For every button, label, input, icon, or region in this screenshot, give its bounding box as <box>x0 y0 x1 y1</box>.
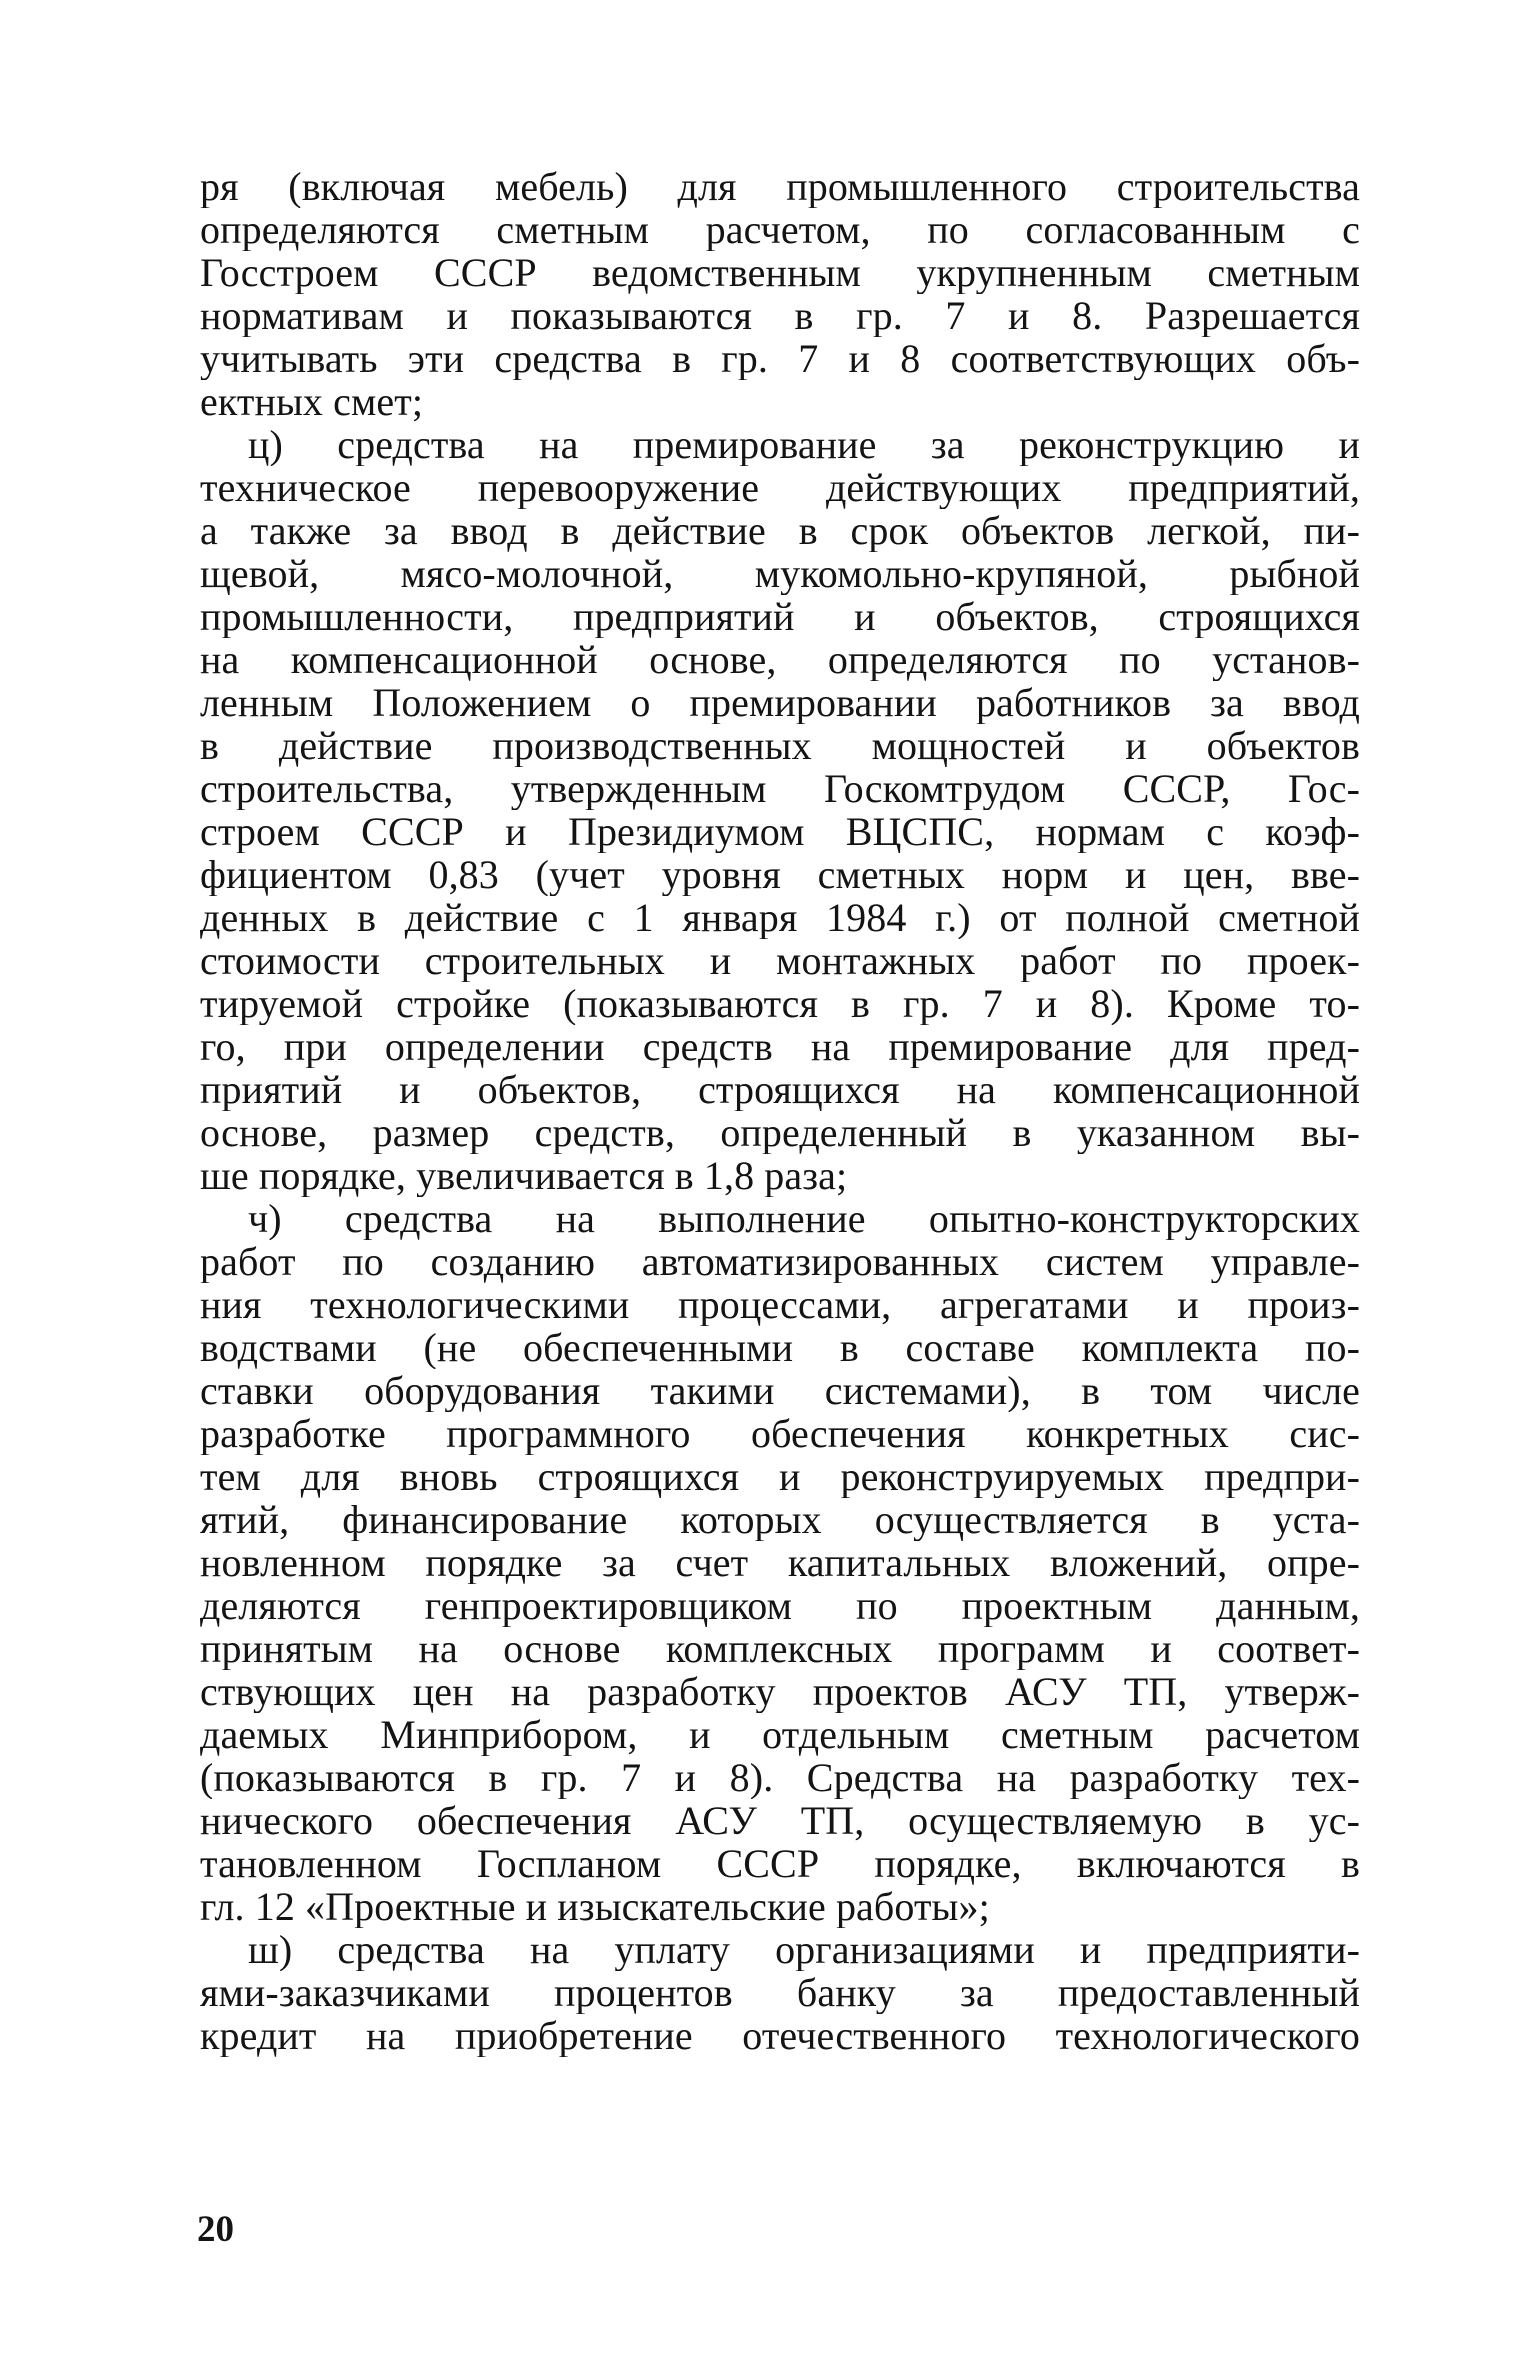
text-line: ц) средства на премирование за реконструкцию и <box>248 423 1360 466</box>
text-line: определяются сметным расчетом, по согласованным с <box>200 208 1360 251</box>
text-line: ставки оборудования такими системами), в том числе <box>200 1369 1360 1412</box>
text-line: строем СССР и Президиумом ВЦСПС, нормам с коэф- <box>200 810 1360 853</box>
text-line: ектных смет; <box>200 380 424 423</box>
text-line: стоимости строительных и монтажных работ по проек- <box>200 939 1360 982</box>
paragraph-item-ts <box>200 423 1360 1197</box>
text-line: щевой, мясо-молочной, мукомольно-крупяной, рыбной <box>200 552 1360 595</box>
text-line: в действие производственных мощностей и объектов <box>200 724 1360 767</box>
text-line: техническое перевооружение действующих предприятий, <box>200 466 1360 509</box>
text-line: ш) средства на уплату организациями и предприяти- <box>248 1928 1360 1971</box>
text-line: нормативам и показываются в гр. 7 и 8. Разрешается <box>200 294 1360 337</box>
text-line: принятым на основе комплексных программ и соответ- <box>200 1627 1360 1670</box>
text-line: фициентом 0,83 (учет уровня сметных норм и цен, вве- <box>200 853 1360 896</box>
text-line: на компенсационной основе, определяются по установ- <box>200 638 1360 681</box>
text-line: деляются генпроектировщиком по проектным данным, <box>200 1584 1360 1627</box>
text-line: а также за ввод в действие в срок объектов легкой, пи- <box>200 509 1360 552</box>
text-line: промышленности, предприятий и объектов, строящихся <box>200 595 1360 638</box>
text-line: работ по созданию автоматизированных систем управле- <box>200 1240 1360 1283</box>
text-line: приятий и объектов, строящихся на компенсационной <box>200 1068 1360 1111</box>
page-number: 20 <box>197 2209 234 2250</box>
paragraph-item-sh <box>200 1928 1360 2057</box>
text-line: денных в действие с 1 января 1984 г.) от полной сметной <box>200 896 1360 939</box>
text-line: нического обеспечения АСУ ТП, осуществляемую в ус- <box>200 1799 1360 1842</box>
text-line: ленным Положением о премировании работников за ввод <box>200 681 1360 724</box>
text-line: ч) средства на выполнение опытно-конструкторских <box>248 1197 1360 1240</box>
text-line: ятий, финансирование которых осуществляется в уста- <box>200 1498 1360 1541</box>
text-line: водствами (не обеспеченными в составе комплекта по- <box>200 1326 1360 1369</box>
text-line: ря (включая мебель) для промышленного строительства <box>200 165 1360 208</box>
text-line: основе, размер средств, определенный в указанном вы- <box>200 1111 1360 1154</box>
text-line: ше порядке, увеличивается в 1,8 раза; <box>200 1154 848 1197</box>
paragraph-continuation <box>200 165 1360 423</box>
text-line: новленном порядке за счет капитальных вложений, опре- <box>200 1541 1360 1584</box>
document-page <box>200 165 1360 2057</box>
text-line: тем для вновь строящихся и реконструируемых предпри- <box>200 1455 1360 1498</box>
text-line: го, при определении средств на премирование для пред- <box>200 1025 1360 1068</box>
text-line: строительства, утвержденным Госкомтрудом СССР, Гос- <box>200 767 1360 810</box>
text-line: тановленном Госпланом СССР порядке, включаются в <box>200 1842 1360 1885</box>
text-line: ния технологическими процессами, агрегатами и произ- <box>200 1283 1360 1326</box>
text-line: даемых Минприбором, и отдельным сметным расчетом <box>200 1713 1360 1756</box>
text-line: ствующих цен на разработку проектов АСУ ТП, утверж- <box>200 1670 1360 1713</box>
text-line: (показываются в гр. 7 и 8). Средства на разработку тех- <box>200 1756 1360 1799</box>
text-line: тируемой стройке (показываются в гр. 7 и 8). Кроме то- <box>200 982 1360 1025</box>
text-line: кредит на приобретение отечественного технологического <box>200 2014 1360 2057</box>
text-line: ями-заказчиками процентов банку за предоставленный <box>200 1971 1360 2014</box>
paragraph-item-ch <box>200 1197 1360 1928</box>
text-line: Госстроем СССР ведомственным укрупненным сметным <box>200 251 1360 294</box>
text-line: гл. 12 «Проектные и изыскательские работы»; <box>200 1885 990 1928</box>
text-line: разработке программного обеспечения конкретных сис- <box>200 1412 1360 1455</box>
text-line: учитывать эти средства в гр. 7 и 8 соответствующих объ- <box>200 337 1360 380</box>
